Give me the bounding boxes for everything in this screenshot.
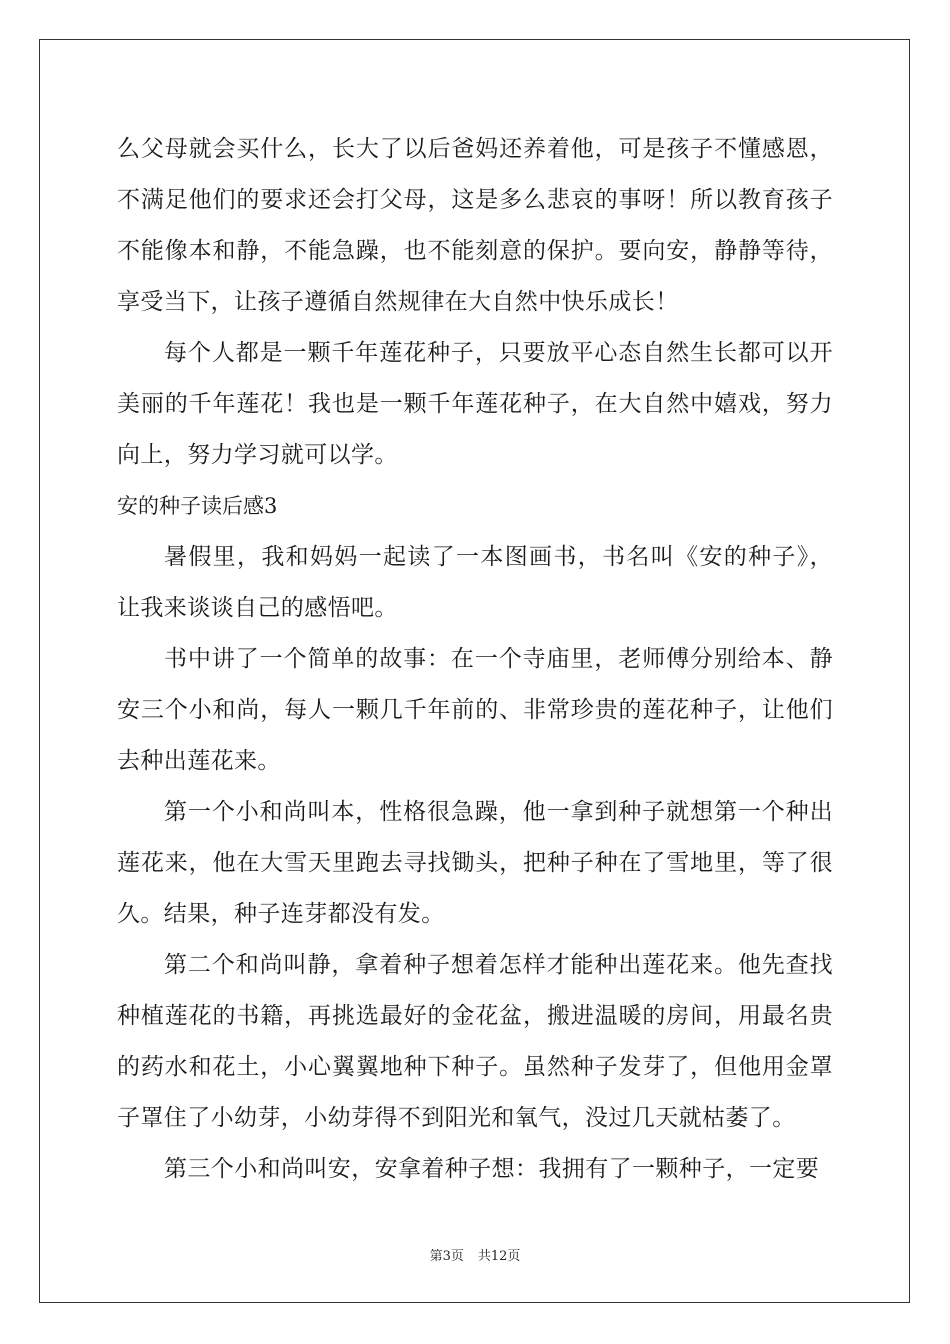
paragraph-line: 第三个小和尚叫安，安拿着种子想：我拥有了一颗种子，一定要 xyxy=(164,1156,820,1182)
paragraph-line: 莲花来，他在大雪天里跑去寻找锄头，把种子种在了雪地里，等了很 xyxy=(117,850,833,876)
paragraph-line: 不满足他们的要求还会打父母，这是多么悲哀的事呀！所以教育孩子 xyxy=(117,187,833,213)
page-number: 第3页 xyxy=(429,1249,464,1264)
page-footer xyxy=(0,1245,950,1264)
paragraph-line: 向上，努力学习就可以学。 xyxy=(117,442,398,468)
paragraph-line: 的药水和花土，小心翼翼地种下种子。虽然种子发芽了，但他用金罩 xyxy=(117,1054,833,1080)
document-body xyxy=(117,124,833,1195)
paragraph-line: 安三个小和尚，每人一颗几千年前的、非常珍贵的莲花种子，让他们 xyxy=(117,697,833,723)
paragraph-line: 不能像本和静，不能急躁，也不能刻意的保护。要向安，静静等待， xyxy=(117,238,833,264)
paragraph-line: 第二个和尚叫静，拿着种子想着怎样才能种出莲花来。他先查找 xyxy=(164,952,833,978)
page-total: 共12页 xyxy=(477,1249,521,1264)
paragraph-line: 每个人都是一颗千年莲花种子，只要放平心态自然生长都可以开 xyxy=(164,340,833,366)
paragraph-line: 美丽的千年莲花！我也是一颗千年莲花种子，在大自然中嬉戏，努力 xyxy=(117,391,833,417)
paragraph-line: 种植莲花的书籍，再挑选最好的金花盆，搬进温暖的房间，用最名贵 xyxy=(117,1003,833,1029)
paragraph-line: 子罩住了小幼芽，小幼芽得不到阳光和氧气，没过几天就枯萎了。 xyxy=(117,1105,796,1131)
section-heading: 安的种子读后感3 xyxy=(117,494,278,518)
paragraph-line: 久。结果，种子连芽都没有发。 xyxy=(117,901,445,927)
paragraph-line: 书中讲了一个简单的故事：在一个寺庙里，老师傅分别给本、静 xyxy=(164,646,833,672)
paragraph-line: 去种出莲花来。 xyxy=(117,748,281,774)
paragraph-line: 让我来谈谈自己的感悟吧。 xyxy=(117,595,398,621)
paragraph-line: 第一个小和尚叫本，性格很急躁，他一拿到种子就想第一个种出 xyxy=(164,799,833,825)
paragraph-line: 么父母就会买什么，长大了以后爸妈还养着他，可是孩子不懂感恩， xyxy=(117,136,833,162)
paragraph-line: 暑假里，我和妈妈一起读了一本图画书，书名叫《安的种子》， xyxy=(164,544,833,570)
paragraph-line: 享受当下，让孩子遵循自然规律在大自然中快乐成长！ xyxy=(117,289,679,315)
